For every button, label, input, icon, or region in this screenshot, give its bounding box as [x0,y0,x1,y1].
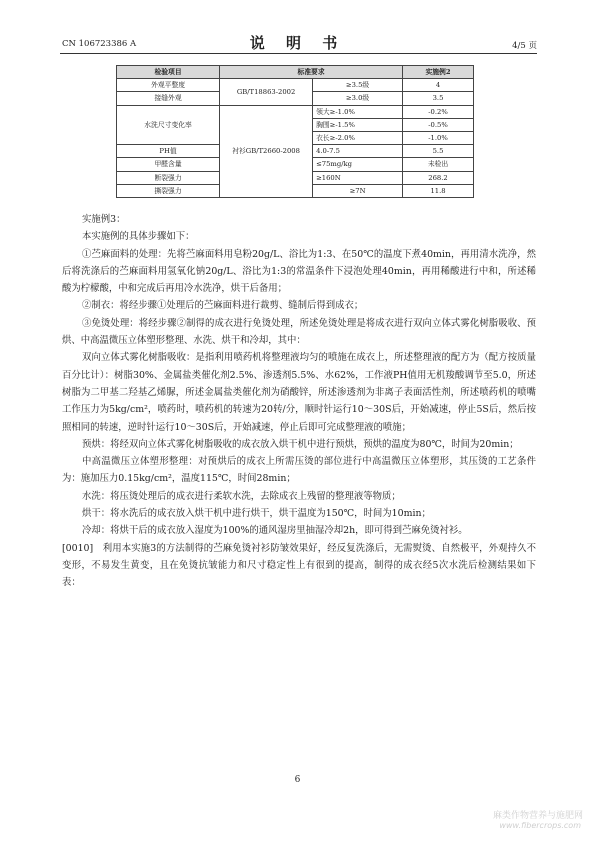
table-cell: 胸围≥-1.5% [313,118,403,131]
paragraph: ①苎麻面料的处理：先将苎麻面料用皂粉20g/L、浴比为1:3、在50℃的温度下煮40min，再用清水洗净，然后将洗涤后的苎麻面料用氢氧化钠20g/L、浴比为1:3的常温条件下浸泡处理40min，再用稀酸进行中和，所述稀酸为柠檬酸，中和完成后再用冷水洗净，烘干后备用； [62,248,536,295]
table-cell: 3.5 [403,92,474,105]
watermark-text: 麻类作物营养与施肥网 [492,811,583,821]
paragraph: 预烘：将经双向立体式雾化树脂吸收的成衣放入烘干机中进行预烘，预烘的温度为80℃，时间为20min； [82,438,519,450]
table-row [117,79,474,92]
paragraph: ②制衣：将经步骤①处理后的苎麻面料进行裁剪、缝制后得到成衣； [82,300,364,312]
table-cell: ≥160N [313,171,403,184]
table-cell: -1.0% [403,131,474,144]
header-rule [60,53,537,54]
watermark-url: www.fibercrops.com [499,821,581,830]
paragraph: 本实施例的具体步骤如下： [82,231,195,243]
paragraph: 烘干：将水洗后的成衣放入烘干机中进行烘干，烘干温度为150℃，时间为10min； [82,508,431,520]
table-cell: 11.8 [403,184,474,197]
test-results-table [116,65,474,198]
table-cell: ≥7N [313,184,403,197]
table-cell: ≤75mg/kg [313,158,403,171]
table-cell: GB/T18863-2002 [220,79,313,105]
page-number: 6 [294,775,301,785]
document-body [62,211,536,592]
table-header-item: 检验项目 [117,66,220,79]
table-header-example: 实施例2 [403,66,474,79]
table-cell: 接缝外观 [117,92,220,105]
table-cell: PH值 [117,145,220,158]
table-cell: 5.5 [403,145,474,158]
header-page: 4/5 页 [512,41,537,51]
paragraph: 水洗：将压烫处理后的成衣进行柔软水洗，去除成衣上残留的整理液等物质； [82,490,401,502]
table-cell: 领大≥-1.0% [313,105,403,118]
header-patent-number: CN 106723386 A [62,39,137,49]
paragraph: ③免烫处理：将经步骤②制得的成衣进行免烫处理，所述免烫处理是将成衣进行双向立体式雾化树脂吸收、预烘、中高温微压立体塑形整理、水洗、烘干和冷却，其中： [62,317,536,347]
table-row [117,105,474,118]
table-cell: 水洗尺寸变化率 [117,105,220,145]
header-title: 说 明 书 [249,34,346,52]
table-cell: 甲醛含量 [117,158,220,171]
table-header-row [117,66,474,79]
table-cell: 衣长≥-2.0% [313,131,403,144]
paragraph: 实施例3： [82,214,126,225]
table-cell: 撕裂强力 [117,184,220,197]
table-header-standard: 标准要求 [220,66,403,79]
table-cell: 268.2 [403,171,474,184]
paragraph: 冷却：将烘干后的成衣放入湿度为100%的通风湿房里抽湿冷却2h，即可得到苎麻免烫衬衫。 [82,525,468,537]
paragraph: 双向立体式雾化树脂吸收：是指利用喷药机将整理液均匀的喷施在成衣上，所述整理液的配方为（配方按质量百分比计）：树脂30%、金属盐类催化剂2.5%、渗透剂5.5%、水62%，工作液PH值用无机羧酸调节至5.0，所述树脂为二甲基二羟基乙烯脲，所述金属盐类催化剂为硝酸锌，所述渗透剂为非离子表面活性剂，所述喷药机的喷嘴工作压力为5kg/cm²，喷药时，喷药机的转速为20转/分，顺时针运行10～30S后，开始减速，停止5S后，然后按照相同的转速，逆时针运行10～30S后，开始减速，停止后即可完成整理液的喷施； [62,352,536,433]
table-cell: 衬衫GB/T2660-2008 [220,105,313,197]
table-cell: 未检出 [403,158,474,171]
table-cell: 4.0-7.5 [313,145,403,158]
table-cell: -0.5% [403,118,474,131]
paragraph: [0010] 利用本实施3的方法制得的苎麻免烫衬衫防皱效果好，经反复洗涤后，无需熨烫、自然极平，外观持久不变形，不易发生黄变，且在免烫抗皱能力和尺寸稳定性上有很到的提高，制得的成衣经5次水洗后检测结果如下表： [62,542,536,589]
table-cell: 4 [403,79,474,92]
table-cell: ≥3.0级 [313,92,403,105]
table-cell: 断裂强力 [117,171,220,184]
paragraph: 中高温微压立体塑形整理：对预烘后的成衣上所需压烫的部位进行中高温微压立体塑形，其压烫的工艺条件为：施加压力0.15kg/cm²，温度115℃，时间28min； [62,456,536,485]
table-cell: ≥3.5级 [313,79,403,92]
table-cell: 外观平整度 [117,79,220,92]
table-cell: -0.2% [403,105,474,118]
